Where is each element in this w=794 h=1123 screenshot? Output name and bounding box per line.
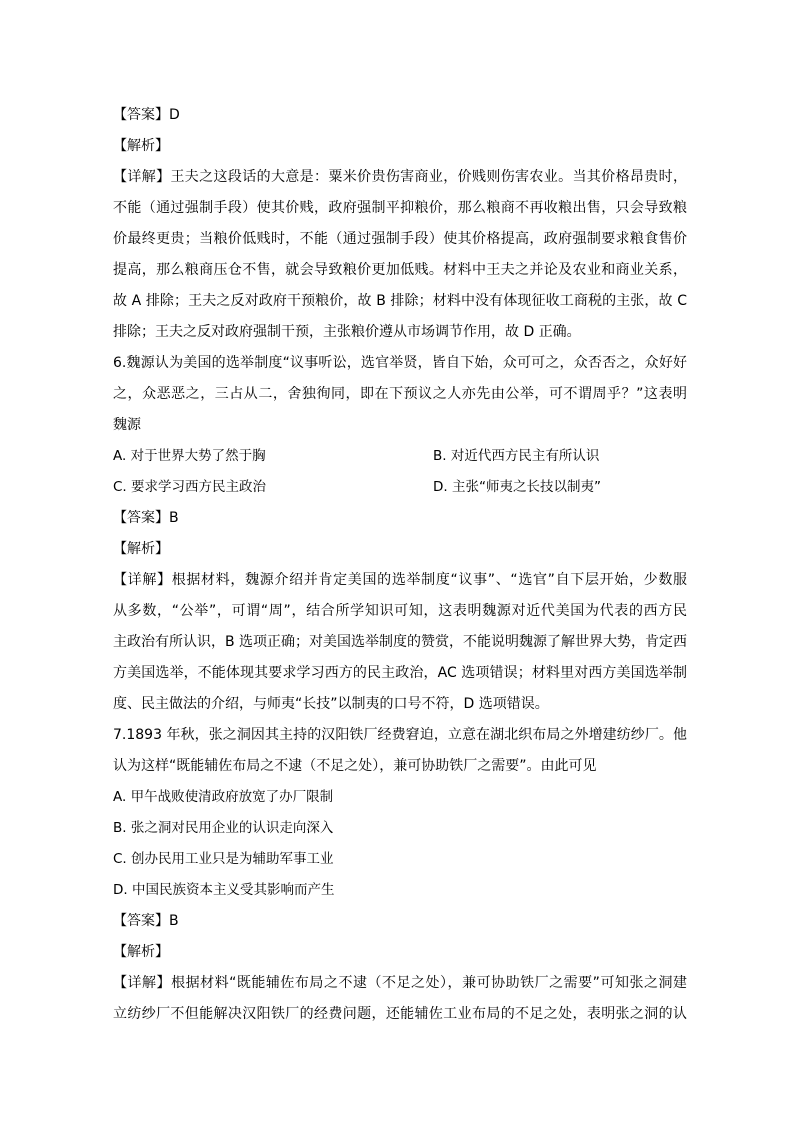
detail-line: 【详解】王夫之这段话的大意是：粟米价贵伤害商业，价贱则伤害农业。当其价格昂贵时， <box>113 169 687 185</box>
question-stem-line: 认为这样“既能辅佐布局之不逮（不足之处），兼可协助铁厂之需要”。由此可见 <box>113 758 597 774</box>
option-b: B. 张之洞对民用企业的认识走向深入 <box>113 820 334 836</box>
option-row <box>113 441 687 472</box>
detail-line: 排除；王夫之反对政府强制干预，主张粮价遵从市场调节作用，故 D 正确。 <box>113 324 581 340</box>
analysis-heading: 【解析】 <box>113 138 169 154</box>
detail-line: 度、民主做法的介绍，与师夷“长技”以制夷的口号不符，D 选项错误。 <box>113 696 549 712</box>
answer-label: 【答案】 <box>113 107 169 123</box>
option-c: C. 要求学习西方民主政治 <box>113 479 267 495</box>
detail-line: 方美国选举，不能体现其要求学习西方的民主政治，AC 选项错误；材料里对西方美国选举制 <box>113 665 687 681</box>
detail-label: 【详解】 <box>113 975 172 991</box>
answer-label: 【答案】 <box>113 913 169 929</box>
analysis-heading: 【解析】 <box>113 944 169 960</box>
detail-line: 【详解】根据材料“既能辅佐布局之不逮（不足之处），兼可协助铁厂之需要”可知张之洞建 <box>113 975 687 991</box>
detail-line: 不能（通过强制手段）使其价贱，政府强制平抑粮价，那么粮商不再收粮出售，只会导致粮 <box>113 200 687 216</box>
detail-line: 主政治有所认识，B 选项正确；对美国选举制度的赞赏，不能说明魏源了解世界大势，肯定西 <box>113 634 687 650</box>
detail-line: 故 A 排除；王夫之反对政府干预粮价，故 B 排除；材料中没有体现征收工商税的主张，故 C <box>113 293 687 309</box>
answer-line <box>113 100 687 131</box>
answer-value: D <box>169 107 180 123</box>
question-stem-line: 7.1893 年秋，张之洞因其主持的汉阳铁厂经费窘迫，立意在湖北织布局之外增建纺纱厂。他 <box>113 727 687 743</box>
document-page <box>113 100 687 1030</box>
question-stem-line: 魏源 <box>113 417 141 433</box>
detail-line: 提高，那么粮商压仓不售，就会导致粮价更加低贱。材料中王夫之并论及农业和商业关系， <box>113 262 687 278</box>
answer-value: B <box>169 913 179 929</box>
answer-line <box>113 906 687 937</box>
detail-line: 从多数，“公举”，可谓“周”，结合所学知识可知，这表明魏源对近代美国为代表的西方民 <box>113 603 687 619</box>
answer-label: 【答案】 <box>113 510 169 526</box>
option-d: D. 中国民族资本主义受其影响而产生 <box>113 882 335 898</box>
option-a: A. 甲午战败使清政府放宽了办厂限制 <box>113 789 334 805</box>
detail-line: 立纺纱厂不但能解决汉阳铁厂的经费问题，还能辅佐工业布局的不足之处，表明张之洞的认 <box>113 1006 687 1022</box>
option-b: B. 对近代西方民主有所认识 <box>433 448 600 464</box>
analysis-heading: 【解析】 <box>113 541 169 557</box>
option-row <box>113 472 687 503</box>
answer-line <box>113 503 687 534</box>
question-stem-line: 6.魏源认为美国的选举制度“议事听讼，选官举贤，皆自下始，众可可之，众否否之，众好好 <box>113 355 687 371</box>
detail-label: 【详解】 <box>113 572 172 588</box>
option-a: A. 对于世界大势了然于胸 <box>113 448 266 464</box>
answer-value: B <box>169 510 179 526</box>
option-c: C. 创办民用工业只是为辅助军事工业 <box>113 851 334 867</box>
detail-line: 【详解】根据材料，魏源介绍并肯定美国的选举制度“议事”、“选官”自下层开始，少数服 <box>113 572 687 588</box>
option-d: D. 主张“师夷之长技以制夷” <box>433 479 601 495</box>
detail-line: 价最终更贵；当粮价低贱时，不能（通过强制手段）使其价格提高，政府强制要求粮食售价 <box>113 231 687 247</box>
detail-label: 【详解】 <box>113 169 171 185</box>
question-stem-line: 之，众恶恶之，三占从二，舍独徇同，即在下预议之人亦先由公举，可不谓周乎？”这表明 <box>113 386 687 402</box>
